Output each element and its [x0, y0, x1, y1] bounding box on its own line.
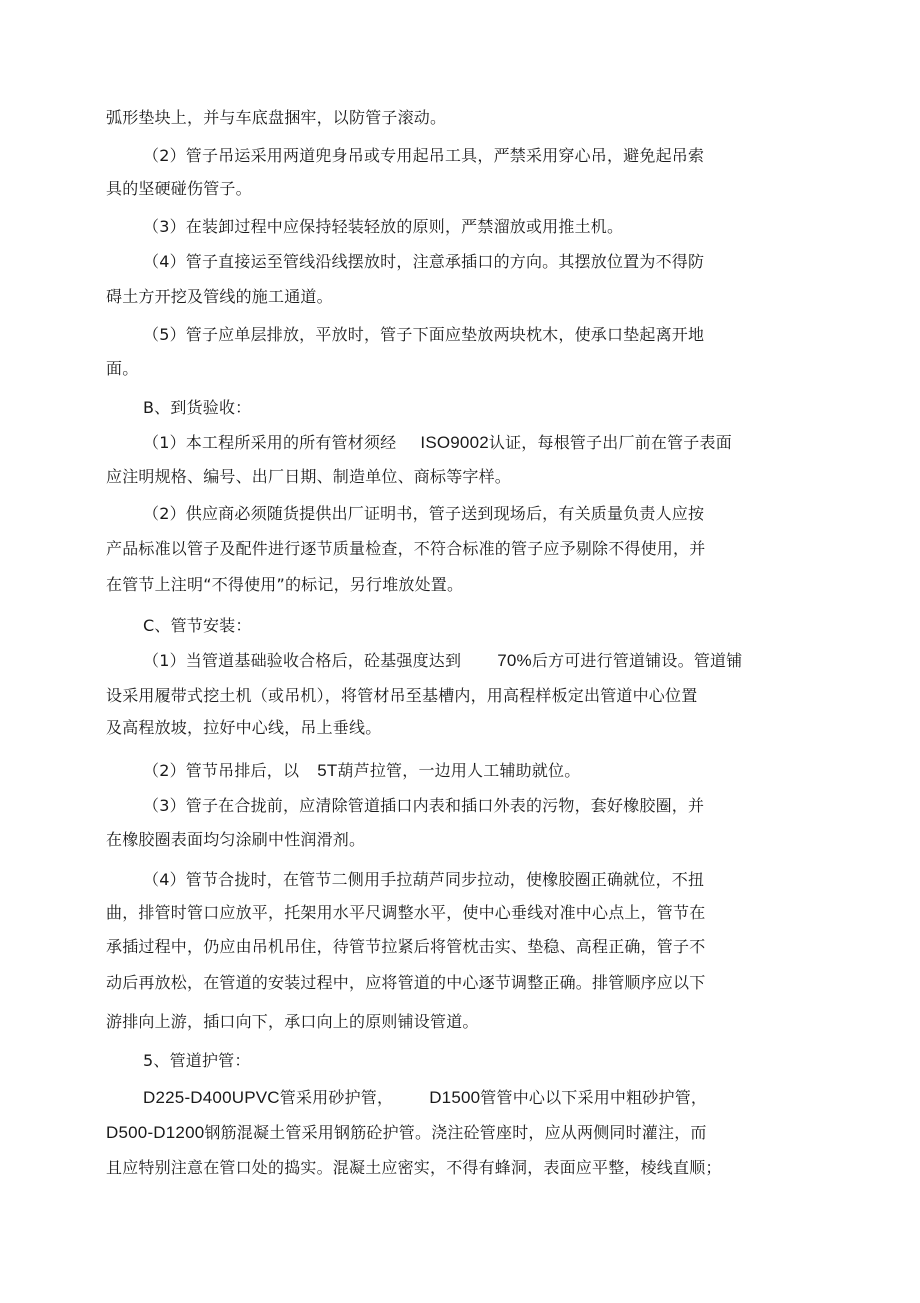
- text-line: 碍土方开挖及管线的施工通道。: [106, 287, 333, 306]
- text-line: （4）管节合拢时，在管节二侧用手拉葫芦同步拉动，使橡胶圈正确就位，不扭: [143, 870, 705, 889]
- text-line: 曲，排管时管口应放平，托架用水平尺调整水平，使中心垂线对准中心点上，管节在: [106, 903, 706, 922]
- text-line: 设采用履带式挖土机（或吊机），将管材吊至基槽内，用高程样板定出管道中心位置: [106, 686, 698, 705]
- section-heading: B、到货验收：: [143, 398, 252, 417]
- text-line: 面。: [106, 359, 139, 378]
- text-line: D500-D1200钢筋混凝土管采用钢筋砼护管。浇注砼管座时，应从两侧同时灌注，而: [106, 1123, 707, 1142]
- text-line: 弧形垫块上，并与车底盘捆牢，以防管子滚动。: [106, 108, 447, 127]
- text-line: （2）供应商必须随货提供出厂证明书，管子送到现场后，有关质量负责人应按: [143, 504, 705, 523]
- section-heading: 5、管道护管：: [143, 1051, 251, 1070]
- text-line: （2）管子吊运采用两道兜身吊或专用起吊工具，严禁采用穿心吊，避免起吊索: [143, 146, 705, 165]
- text-line: 具的坚硬碰伤管子。: [106, 179, 252, 198]
- text-line: 游排向上游，插口向下，承口向上的原则铺设管道。: [106, 1012, 479, 1031]
- text-line: 产品标准以管子及配件进行逐节质量检查，不符合标准的管子应予剔除不得使用，并: [106, 539, 706, 558]
- text-line: 应注明规格、编号、出厂日期、制造单位、商标等字样。: [106, 467, 512, 486]
- section-heading: C、管节安装：: [143, 616, 252, 635]
- text-line: （3）在装卸过程中应保持轻装轻放的原则，严禁溜放或用推土机。: [143, 217, 624, 236]
- text-line: （1）本工程所采用的所有管材须经 ISO9002认证，每根管子出厂前在管子表面: [143, 433, 732, 452]
- text-line: （3）管子在合拢前，应清除管道插口内表和插口外表的污物，套好橡胶圈，并: [143, 796, 705, 815]
- text-line: 在管节上注明“不得使用”的标记，另行堆放处置。: [106, 575, 464, 594]
- text-line: （4）管子直接运至管线沿线摆放时，注意承插口的方向。其摆放位置为不得防: [143, 252, 705, 271]
- text-line: （5）管子应单层排放，平放时，管子下面应垫放两块枕木，使承口垫起离开地: [143, 325, 705, 344]
- text-line: （1）当管道基础验收合格后，砼基强度达到 70%后方可进行管道铺设。管道铺: [143, 651, 743, 670]
- text-line: 在橡胶圈表面均匀涂刷中性润滑剂。: [106, 830, 366, 849]
- text-line: D225-D400UPVC管采用砂护管， D1500管管中心以下采用中粗砂护管，: [143, 1088, 708, 1107]
- text-line: 承插过程中，仍应由吊机吊住，待管节拉紧后将管枕击实、垫稳、高程正确，管子不: [106, 937, 706, 956]
- text-line: （2）管节吊排后，以 5T葫芦拉管，一边用人工辅助就位。: [143, 761, 581, 780]
- text-line: 且应特别注意在管口处的捣实。混凝土应密实，不得有蜂洞，表面应平整，棱线直顺；: [106, 1158, 722, 1177]
- text-line: 及高程放坡，拉好中心线，吊上垂线。: [106, 718, 382, 737]
- text-line: 动后再放松，在管道的安装过程中，应将管道的中心逐节调整正确。排管顺序应以下: [106, 973, 706, 992]
